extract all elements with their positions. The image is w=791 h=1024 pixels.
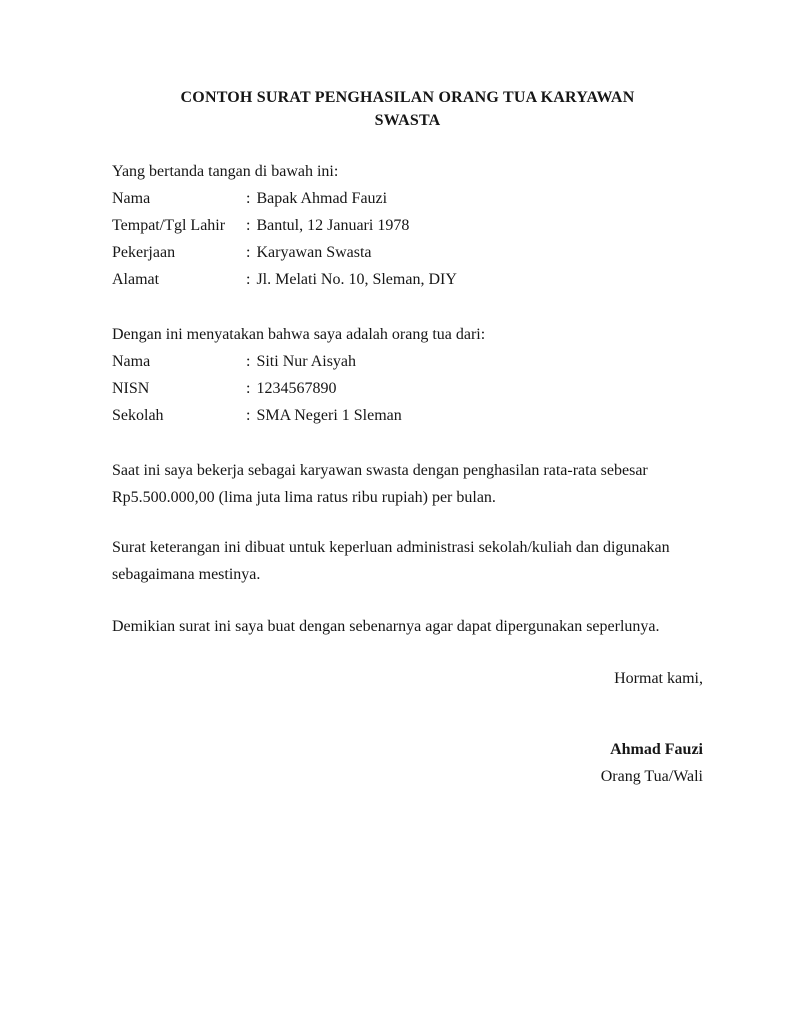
- field-value: Siti Nur Aisyah: [256, 353, 357, 370]
- field-row-nama-orangtua: [112, 185, 703, 212]
- field-label: Sekolah: [112, 407, 164, 424]
- document-title: [112, 86, 703, 132]
- document-title-line1: CONTOH SURAT PENGHASILAN ORANG TUA KARYAWAN: [180, 89, 635, 106]
- field-colon: :: [246, 271, 251, 288]
- field-row-alamat: [112, 266, 703, 293]
- field-row-sekolah: [112, 402, 703, 429]
- paragraph-purpose-line2: sebagaimana mestinya.: [112, 566, 261, 583]
- paragraph-income-line2: Rp5.500.000,00 (lima juta lima ratus ribu rupiah) per bulan.: [112, 489, 496, 506]
- field-label: Alamat: [112, 271, 160, 288]
- field-label: Nama: [112, 353, 151, 370]
- field-colon: :: [246, 380, 251, 397]
- field-label: NISN: [112, 380, 150, 397]
- document-title-line2: SWASTA: [374, 112, 441, 129]
- field-value: Bantul, 12 Januari 1978: [256, 217, 410, 234]
- field-value: Karyawan Swasta: [256, 244, 372, 261]
- opening-intro: Yang bertanda tangan di bawah ini:: [112, 163, 339, 180]
- field-colon: :: [246, 217, 251, 234]
- field-row-nisn: [112, 375, 703, 402]
- field-colon: :: [246, 190, 251, 207]
- child-intro: Dengan ini menyatakan bahwa saya adalah orang tua dari:: [112, 326, 486, 343]
- field-colon: :: [246, 407, 251, 424]
- field-colon: :: [246, 244, 251, 261]
- field-label: Pekerjaan: [112, 244, 176, 261]
- field-row-pekerjaan: [112, 239, 703, 266]
- field-label: Nama: [112, 190, 151, 207]
- field-value: SMA Negeri 1 Sleman: [256, 407, 402, 424]
- paragraph-income: [112, 457, 703, 511]
- field-label: Tempat/Tgl Lahir: [112, 217, 226, 234]
- field-row-tempat-tgl-lahir: [112, 212, 703, 239]
- signature-block: [112, 665, 703, 790]
- paragraph-closing: Demikian surat ini saya buat dengan sebenarnya agar dapat dipergunakan seperlunya.: [112, 618, 660, 635]
- field-value: Bapak Ahmad Fauzi: [256, 190, 388, 207]
- signature-role: Orang Tua/Wali: [600, 768, 703, 785]
- signature-name: Ahmad Fauzi: [610, 741, 703, 758]
- field-colon: :: [246, 353, 251, 370]
- field-value: Jl. Melati No. 10, Sleman, DIY: [256, 271, 457, 288]
- signature-salutation: Hormat kami,: [614, 670, 703, 687]
- field-value: 1234567890: [256, 380, 337, 397]
- field-row-nama-anak: [112, 348, 703, 375]
- paragraph-purpose-line1: Surat keterangan ini dibuat untuk keperluan administrasi sekolah/kuliah dan digunakan: [112, 539, 670, 556]
- paragraph-purpose: [112, 534, 703, 588]
- paragraph-income-line1: Saat ini saya bekerja sebagai karyawan swasta dengan penghasilan rata-rata sebesar: [112, 462, 648, 479]
